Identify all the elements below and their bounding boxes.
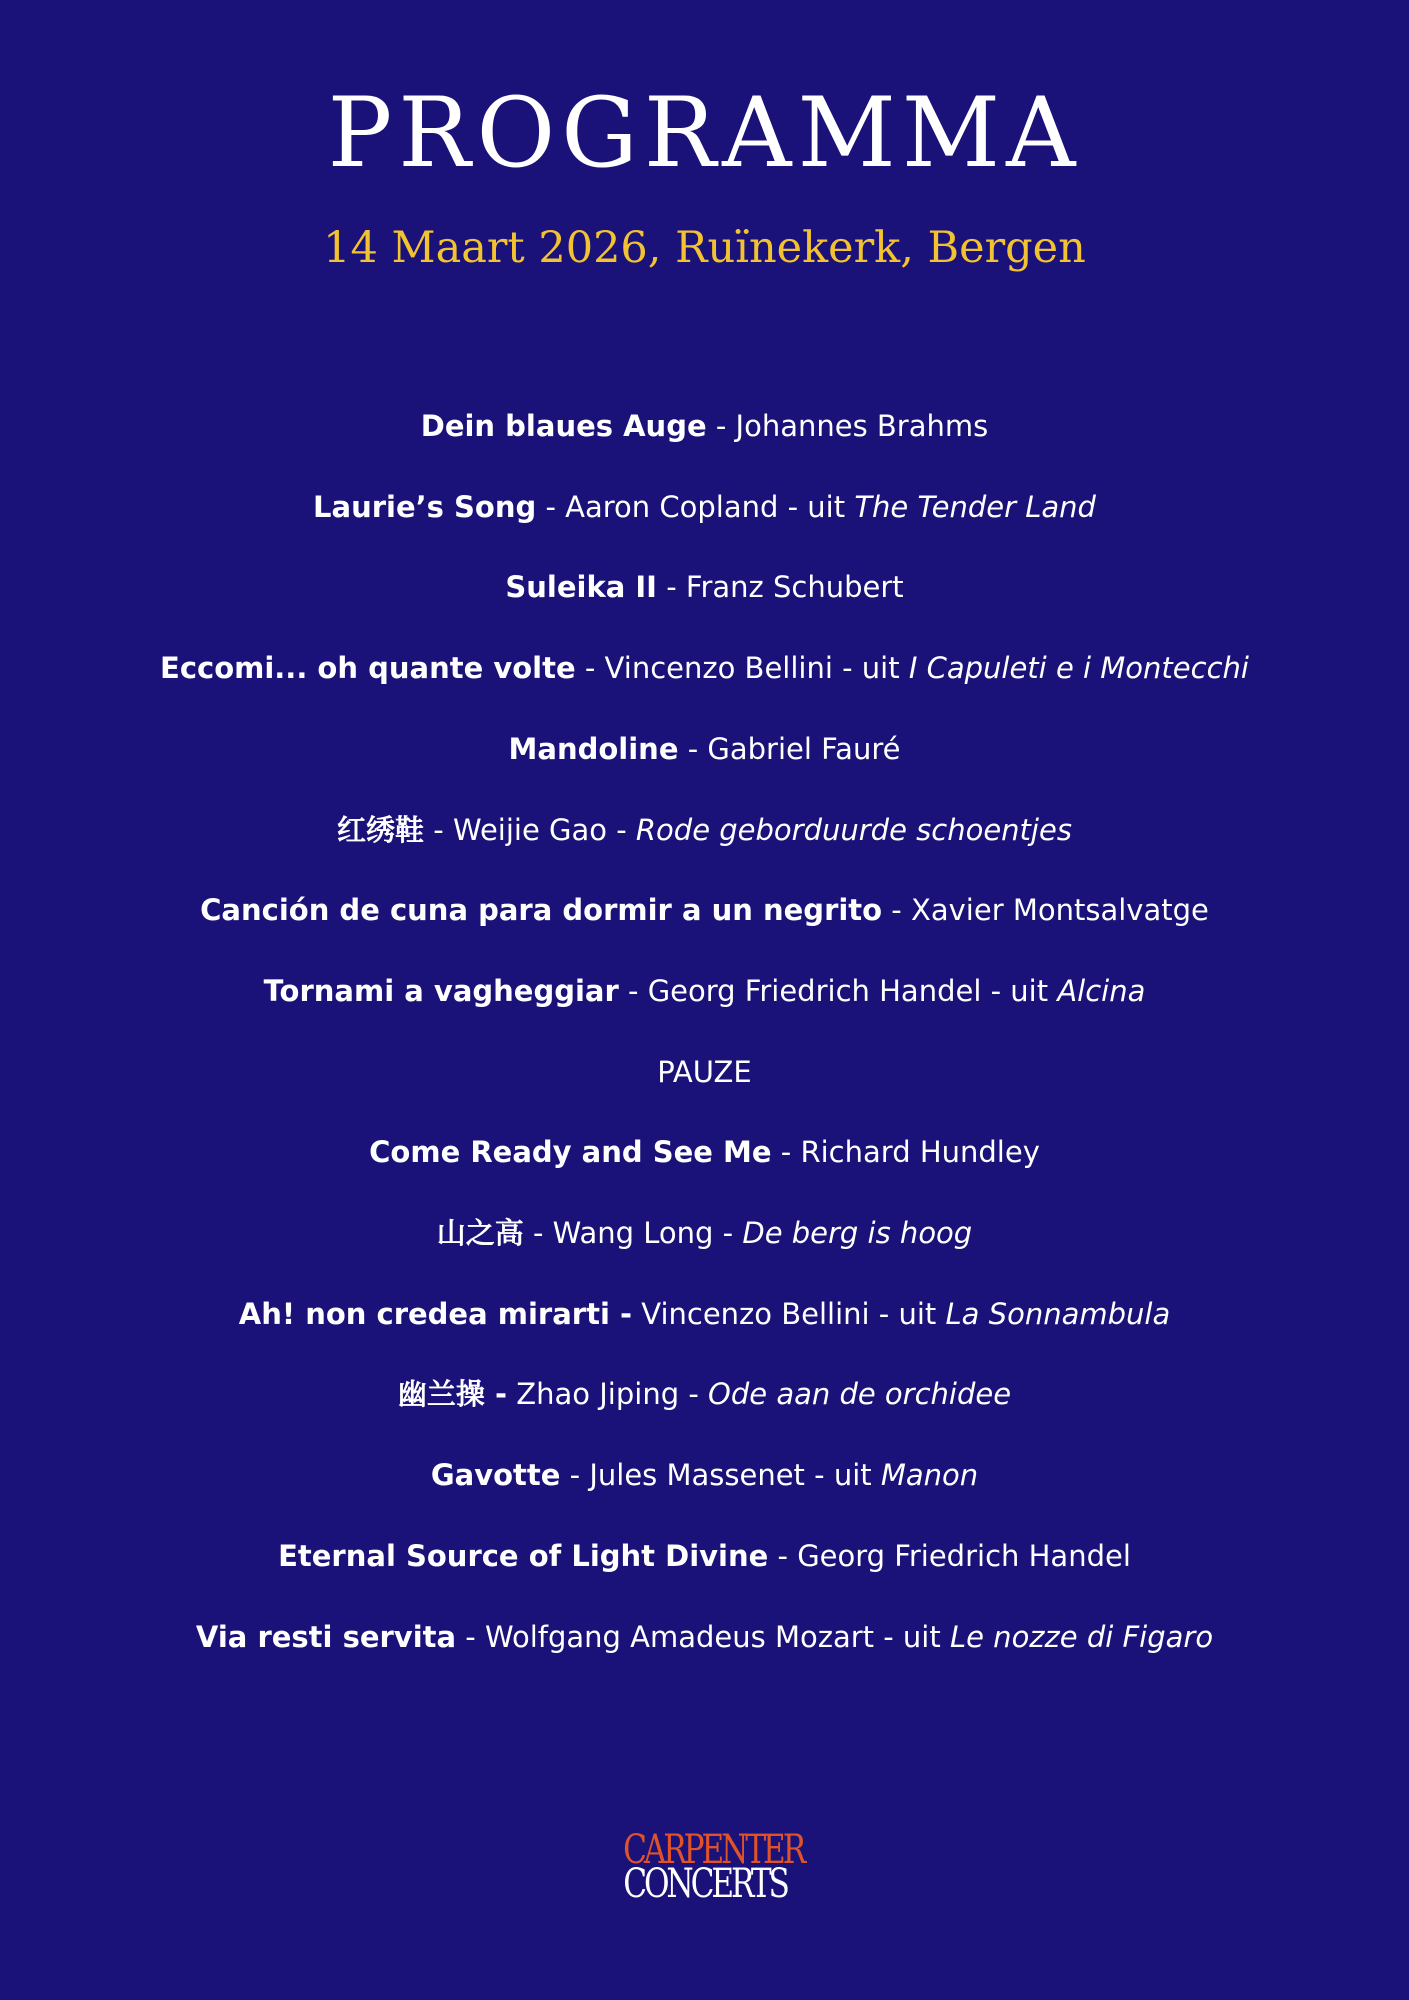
- carpenter-concerts-logo: [600, 1828, 810, 1918]
- piece-title: Eccomi... oh quante volte: [160, 651, 576, 685]
- program-item: [0, 648, 1409, 688]
- piece-source-work: Le nozze di Figaro: [949, 1620, 1214, 1654]
- piece-title: Laurie’s Song: [313, 490, 537, 524]
- piece-source-work: Manon: [880, 1458, 979, 1492]
- piece-source-work: I Capuleti e i Montecchi: [908, 651, 1249, 685]
- program-item: [0, 567, 1409, 607]
- program-item: [0, 971, 1409, 1011]
- program-item: [0, 1455, 1409, 1495]
- piece-composer: - Weijie Gao -: [424, 813, 636, 847]
- piece-title: Dein blaues Auge: [420, 409, 707, 443]
- program-item: [0, 810, 1409, 850]
- piece-source-work: Rode geborduurde schoentjes: [635, 813, 1072, 847]
- piece-source-work: Alcina: [1057, 974, 1146, 1008]
- piece-title: Suleika II: [505, 570, 657, 604]
- piece-title: Canción de cuna para dormir a un negrito: [200, 893, 883, 927]
- piece-title: Gavotte: [430, 1458, 561, 1492]
- piece-title: 山之高: [436, 1216, 524, 1250]
- piece-composer: - Johannes Brahms: [706, 409, 989, 443]
- piece-title: 红绣鞋: [337, 813, 425, 847]
- piece-composer: Zhao Jiping -: [507, 1377, 709, 1411]
- program-item: [0, 1374, 1409, 1414]
- event-date-location: 14 Maart 2026, Ruïnekerk, Bergen: [323, 223, 1086, 273]
- piece-composer: - Vincenzo Bellini - uit: [575, 651, 909, 685]
- piece-composer: - Jules Massenet - uit: [560, 1458, 881, 1492]
- piece-title: Mandoline: [508, 732, 679, 766]
- piece-title: Come Ready and See Me: [369, 1135, 772, 1169]
- piece-composer: - Richard Hundley: [771, 1135, 1040, 1169]
- piece-source-work: The Tender Land: [854, 490, 1096, 524]
- program-item: [0, 890, 1409, 930]
- piece-title: 幽兰操 -: [397, 1377, 508, 1411]
- piece-source-work: De berg is hoog: [742, 1216, 973, 1250]
- program-item: [0, 1294, 1409, 1334]
- piece-composer: PAUZE: [657, 1055, 752, 1089]
- piece-title: Via resti servita: [195, 1620, 457, 1654]
- piece-title: Ah! non credea mirarti -: [238, 1297, 633, 1331]
- piece-composer: - Xavier Montsalvatge: [882, 893, 1209, 927]
- piece-title: Eternal Source of Light Divine: [278, 1539, 769, 1573]
- logo-line-2: CONCERTS: [623, 1861, 787, 1907]
- logo-line-1: CARPENTER: [623, 1827, 804, 1873]
- piece-composer: - Wang Long -: [523, 1216, 743, 1250]
- piece-title: Tornami a vagheggiar: [263, 974, 619, 1008]
- program-item: [0, 1213, 1409, 1253]
- program-item: [0, 1132, 1409, 1172]
- program-item: [0, 729, 1409, 769]
- piece-source-work: La Sonnambula: [945, 1297, 1171, 1331]
- piece-source-work: Ode aan de orchidee: [708, 1377, 1012, 1411]
- piece-composer: - Gabriel Fauré: [678, 732, 901, 766]
- page-title: PROGRAMMA: [327, 77, 1082, 189]
- program-intermission: [0, 1052, 1409, 1092]
- piece-composer: - Georg Friedrich Handel - uit: [618, 974, 1058, 1008]
- piece-composer: - Wolfgang Amadeus Mozart - uit: [456, 1620, 950, 1654]
- piece-composer: - Aaron Copland - uit: [536, 490, 855, 524]
- piece-composer: - Georg Friedrich Handel: [768, 1539, 1131, 1573]
- program-item: [0, 1536, 1409, 1576]
- program-item: [0, 487, 1409, 527]
- program-item: [0, 406, 1409, 446]
- piece-composer: Vincenzo Bellini - uit: [632, 1297, 946, 1331]
- piece-composer: - Franz Schubert: [656, 570, 904, 604]
- program-item: [0, 1617, 1409, 1657]
